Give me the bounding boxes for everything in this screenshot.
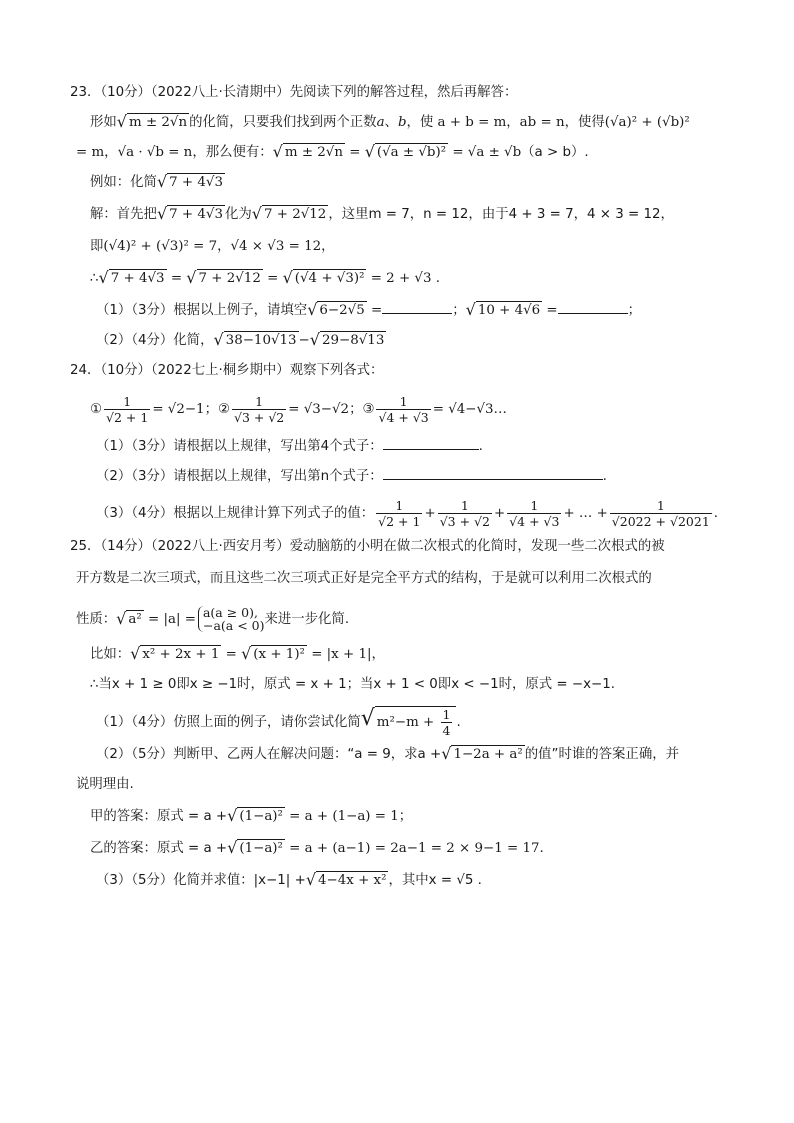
text: ，使 [406, 115, 434, 130]
radical: √ (√a ± √b)² [364, 142, 447, 161]
q24-part3: （3）（4分）根据以上规律计算下列式子的值： $\frac{1}{√2 + 1}$ + $\frac{1}{√3 + √2}$ + $\frac{1}{√4 + √3}$ + … + $\frac{1}{√2022 + √2021}$ . [96, 497, 719, 529]
text: = √4−√3… [432, 402, 507, 417]
text: = √3−√2； [288, 402, 363, 417]
text: （1）（3分）根据以上例子，请填空 [96, 303, 308, 318]
answer-blank[interactable] [382, 301, 452, 314]
case-1: a(a ≥ 0), [202, 605, 258, 620]
text: （1）（4分）仿照上面的例子，请你尝试化简 [96, 715, 361, 730]
radical: √ 1−2a + a² [441, 744, 523, 763]
text: （2）（4分）化简， [96, 333, 214, 348]
text: = a + (1−a) = 1； [289, 809, 413, 824]
circle-one: ① [90, 402, 103, 417]
radical: √ x² + 2x + 1 [130, 644, 220, 663]
text: ∴当x + 1 ≥ 0即x ≥ −1时，原式 = x + 1；当x + 1 < 0即x < −1时，原式 = −x−1. [90, 677, 616, 692]
q25-property [76, 604, 349, 636]
text: （2）（5分）判断甲、乙两人在解决问题：“a = 9，求a + [96, 747, 442, 762]
text: = √2−1； [152, 402, 218, 417]
text: = 2 + √3 . [370, 271, 440, 286]
q25-yi-answer [90, 838, 544, 860]
text: （3）（4分）根据以上规律计算下列式子的值： [96, 506, 375, 521]
text: 解：首先把 [90, 207, 157, 222]
text: 乙的答案：原式 = a + [90, 841, 228, 856]
text: 甲的答案：原式 = a + [90, 809, 228, 824]
q25-jia-answer [90, 806, 412, 828]
radical: √ 7 + 4√3 [156, 172, 223, 191]
text: = |a| = [148, 612, 196, 627]
text: ∴ [90, 271, 99, 286]
text: + … + [563, 506, 608, 521]
radical: √ (1−a)² [227, 806, 283, 825]
piecewise-brace [198, 606, 265, 632]
fraction: $\frac{1}{√4 + √3}$ [509, 497, 560, 529]
text: 开方数是二次三项式，而且这些二次三项式正好是完全平方式的结构，于是就可以利用二次根式的 [76, 571, 652, 586]
text: = [546, 303, 558, 318]
q25-part3 [96, 870, 482, 892]
fraction: $\frac{1}{√4 + √3}$ [378, 393, 429, 425]
radical: √ (1−a)² [227, 838, 283, 857]
q23-solution-3: ∴ √ 7 + 4√3 = √ 7 + 2√12 = √ (√4 + √3)² = 2 + √3 . [90, 268, 440, 287]
radical: √ 7 + 2√12 [251, 204, 327, 223]
text: （3）（5分）化简并求值：|x−1| + [96, 873, 306, 888]
radical: √ 4−4x + x² [305, 870, 387, 889]
q24-formulas [90, 392, 507, 428]
q23-solution-2 [90, 236, 335, 258]
q23-heading [70, 82, 517, 104]
text: 例如：化简 [90, 175, 157, 190]
q23-example [90, 172, 225, 194]
q25-part2-cont [76, 774, 134, 796]
q24-heading-text: 24．（10分）（2022七上·桐乡期中）观察下列各式： [70, 363, 384, 378]
text: （a > b）. [521, 145, 589, 160]
radical: √ 10 + 4√6 [465, 300, 541, 319]
q23-solution-1 [90, 204, 674, 226]
fraction: $\frac{1}{√2 + 1}$ [378, 497, 421, 529]
radical: √ 38−10√13 [213, 330, 297, 349]
text: 形如 [90, 115, 117, 130]
q25-line5 [90, 674, 615, 696]
text: = a + (a−1) = 2a−1 = 2 × 9−1 = 17. [289, 841, 544, 856]
q25-part2 [96, 744, 679, 766]
q24-part2: （2）（3分）请根据以上规律，写出第n个式子： . [96, 469, 607, 484]
q24-part1: （1）（3分）请根据以上规律，写出第4个式子： . [96, 439, 483, 454]
fraction: $\frac{1}{√3 + √2}$ [234, 393, 285, 425]
q23-line2: = m，√a · √b = n，那么便有： √ m ± 2√n = √ (√a ± √b)² = √a ± √b（a > b）. [76, 142, 589, 161]
text: 即 [90, 239, 104, 254]
text: （2）（3分）请根据以上规律，写出第n个式子： [96, 469, 383, 484]
text: ； [627, 303, 642, 318]
text: 性质： [76, 612, 117, 627]
case-2: −a(a < 0) [202, 618, 265, 633]
radical: √ 7 + 2√12 [186, 268, 261, 287]
text: = [370, 303, 383, 318]
radical: √ m ± 2√n [116, 112, 188, 131]
q23-line1: 形如 √ m ± 2√n 的化简，只要我们找到两个正数a、b，使 a + b = m，ab = n，使得(√a)² + (√b)² [90, 112, 690, 131]
radical: √ m²−m + $\frac{1}{4}$ [361, 706, 457, 738]
text: 的化简，只要我们找到两个正数 [189, 115, 377, 130]
q25-part1: （1）（4分）仿照上面的例子，请你尝试化简 √ m²−m + $\frac{1}{4}$ . [96, 706, 461, 738]
q23-heading-text: 23．（10分）（2022八上·长清期中）先阅读下列的解答过程，然后再解答： [70, 85, 518, 100]
text: ，这里m = 7，n = 12，由于4 + 3 = 7，4 × 3 = 12， [328, 207, 674, 222]
text: = |x + 1|， [311, 647, 385, 662]
answer-blank[interactable] [383, 437, 479, 450]
circle-three: ③ [362, 402, 375, 417]
q25-example: 比如： √ x² + 2x + 1 = √ (x + 1)² = |x + 1|， [90, 644, 385, 663]
text: 的值”时谁的答案正确，并 [524, 747, 679, 762]
answer-blank[interactable] [383, 467, 603, 480]
circle-two: ② [217, 402, 230, 417]
radical: √ (x + 1)² [241, 644, 305, 663]
fraction: $\frac{1}{√2022 + √2021}$ [611, 497, 710, 529]
radical: √ 7 + 4√3 [156, 204, 223, 223]
text: （1）（3分）请根据以上规律，写出第4个式子： [96, 439, 383, 454]
radical: √ m ± 2√n [272, 142, 343, 161]
q23-part2: （2）（4分）化简， √ 38−10√13 − √ 29−8√13 [96, 330, 385, 349]
text: 比如： [90, 647, 131, 662]
text: ，那么便有： [192, 145, 273, 160]
answer-blank[interactable] [558, 301, 628, 314]
q23-part1 [96, 300, 641, 322]
fraction: $\frac{1}{√3 + √2}$ [439, 497, 490, 529]
q25-heading-text: 25．（14分）（2022八上·西安月考）爱动脑筋的小明在做二次根式的化简时，发现一些二次根式的被 [70, 539, 665, 554]
q25-heading [70, 536, 665, 558]
text: 来进一步化简. [264, 612, 350, 627]
radical: √ 6−2√5 [307, 300, 365, 319]
text: 化为 [224, 207, 252, 222]
radical: √ (√4 + √3)² [282, 268, 365, 287]
radical: √ 7 + 4√3 [98, 268, 165, 287]
fraction: $\frac{1}{√2 + 1}$ [106, 393, 149, 425]
text: 说明理由. [76, 777, 134, 792]
text: ，使得 [564, 115, 605, 130]
radical: √ a² [116, 609, 142, 628]
text: (√4)² + (√3)² = 7，√4 × √3 = 12， [103, 239, 335, 254]
text: ； [452, 303, 466, 318]
radical: √ 29−8√13 [309, 330, 385, 349]
text: ，其中x = √5 . [388, 873, 482, 888]
q25-line2 [76, 568, 652, 590]
q24-heading [70, 360, 383, 382]
